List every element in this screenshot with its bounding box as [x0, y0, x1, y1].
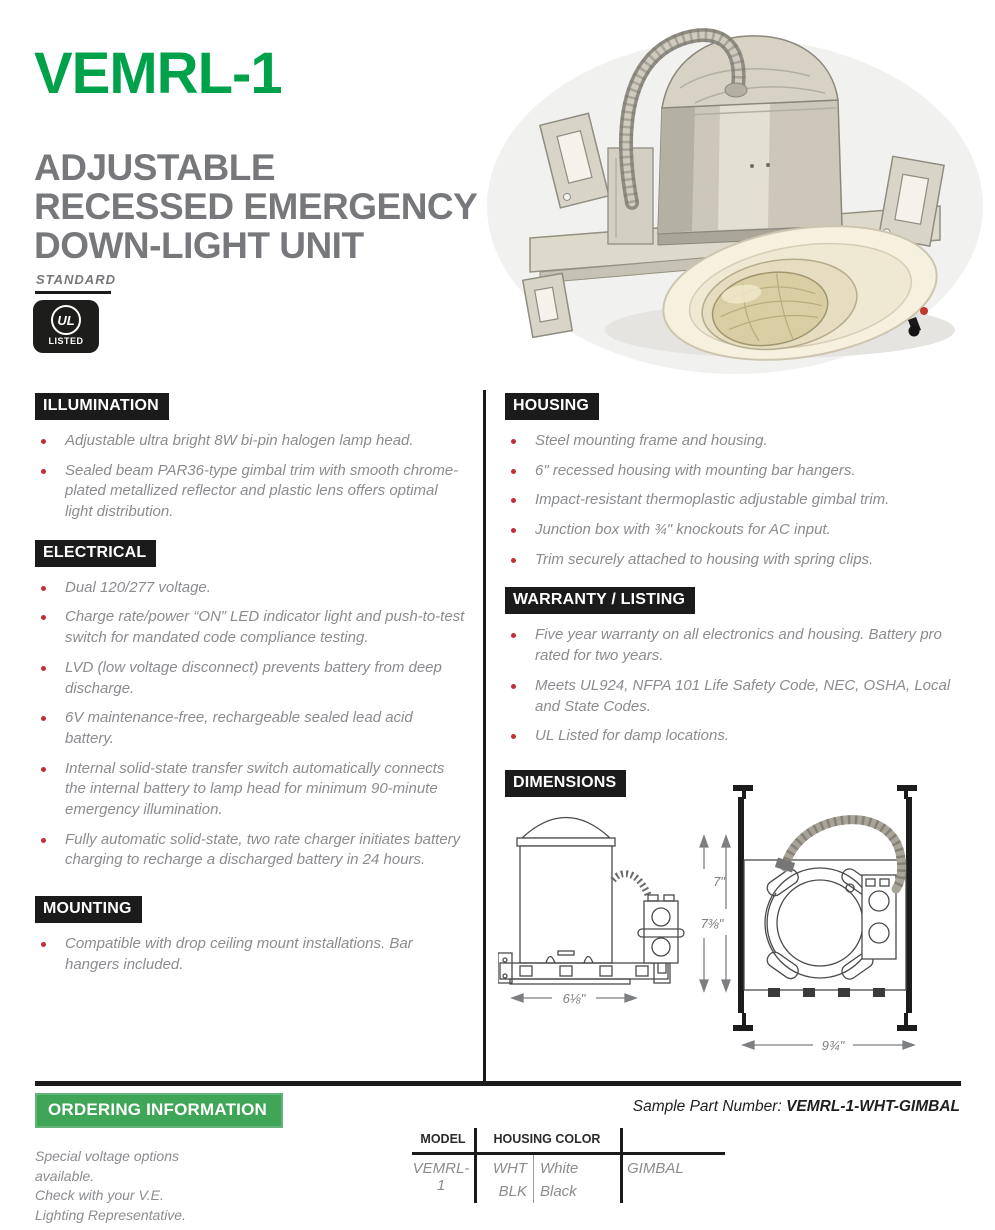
section-housing [505, 393, 960, 570]
ordering-note [35, 1147, 265, 1225]
section-illumination [35, 393, 465, 523]
bullet-item: Compatible with drop ceiling mount installations. Bar hangers included. [35, 934, 465, 975]
bullet-item: Dual 120/277 voltage. [35, 578, 465, 599]
bullet-item: Impact-resistant thermoplastic adjustable gimbal trim. [505, 490, 960, 511]
bullet-item: Junction box with ¾" knockouts for AC input. [505, 520, 960, 541]
electrical-bullets [35, 578, 465, 871]
ul-listed-label: LISTED [48, 336, 84, 346]
subtitle-rule [35, 291, 111, 294]
ordering-table [412, 1128, 962, 1206]
plan-view-drawing [733, 785, 917, 1031]
table-header-rule [412, 1152, 725, 1155]
dim-height-overall: 7⅜" [700, 916, 724, 931]
bullet-item: Adjustable ultra bright 8W bi-pin halogen lamp head. [35, 431, 465, 452]
section-header-warranty: WARRANTY / LISTING [505, 587, 695, 614]
page-title: VEMRL-1 [34, 41, 282, 106]
bullet-item: 6" recessed housing with mounting bar hangers. [505, 461, 960, 482]
table-thin-divider [533, 1155, 534, 1203]
section-header-ordering: ORDERING INFORMATION [35, 1093, 283, 1128]
bullet-item: Internal solid-state transfer switch automatically connects the internal battery to lamp head for minimum 90-minute emergency illumination. [35, 759, 465, 821]
housing-bullets [505, 431, 960, 570]
bullet-item: Sealed beam PAR36-type gimbal trim with smooth chrome-plated metallized reflector and plastic lens offers optimal light distribution. [35, 461, 465, 523]
bullet-item: Charge rate/power “ON” LED indicator light and push-to-test switch for mandated code compliance testing. [35, 607, 465, 648]
sample-part-value: VEMRL-1-WHT-GIMBAL [786, 1098, 960, 1115]
section-header-illumination: ILLUMINATION [35, 393, 169, 420]
title-line-2: RECESSED EMERGENCY [34, 186, 478, 227]
bullet-item: 6V maintenance-free, rechargeable sealed lead acid battery. [35, 708, 465, 749]
note-line: Check with your V.E. [35, 1187, 164, 1204]
table-cell-color-code: BLK [498, 1183, 527, 1200]
ul-listed-badge [33, 300, 99, 353]
left-column [35, 393, 465, 992]
table-cell-color-name: Black [540, 1183, 577, 1200]
table-divider [620, 1128, 623, 1203]
bullet-item: Five year warranty on all electronics and housing. Battery pro rated for two years. [505, 625, 960, 666]
table-cell-color-code: WHT [492, 1160, 527, 1177]
sample-part-label: Sample Part Number: [632, 1098, 787, 1115]
section-warranty [505, 587, 960, 746]
bullet-item: Meets UL924, NFPA 101 Life Safety Code, NEC, OSHA, Local and State Codes. [505, 676, 960, 717]
section-header-electrical: ELECTRICAL [35, 540, 156, 567]
dim-width-plan: 9¾" [821, 1038, 845, 1053]
mounting-bullets [35, 934, 465, 975]
dimensions-drawing [498, 783, 973, 1083]
table-cell-model: VEMRL-1 [412, 1160, 470, 1194]
column-divider [483, 390, 486, 1083]
dim-height-can: 7" [713, 874, 725, 889]
illumination-bullets [35, 431, 465, 523]
side-view-drawing [498, 818, 684, 985]
note-line: Special voltage options [35, 1148, 179, 1164]
table-cell-color-name: White [540, 1160, 579, 1177]
dim-width-side: 6⅛" [562, 991, 586, 1006]
right-column [505, 393, 960, 814]
section-mounting [35, 896, 465, 975]
product-photo [480, 8, 990, 378]
bullet-item: LVD (low voltage disconnect) prevents battery from deep discharge. [35, 658, 465, 699]
table-header-housing-color: HOUSING COLOR [493, 1132, 601, 1146]
standard-label: STANDARD [36, 272, 116, 287]
title-line-3: DOWN-LIGHT UNIT [34, 225, 364, 266]
bullet-item: Steel mounting frame and housing. [505, 431, 960, 452]
sample-part-number [560, 1098, 960, 1116]
warranty-bullets [505, 625, 960, 746]
ul-logo-icon: UL [51, 305, 81, 335]
table-cell-option: GIMBAL [627, 1160, 684, 1177]
bullet-item: UL Listed for damp locations. [505, 726, 960, 747]
note-line: available. [35, 1167, 95, 1184]
table-header-model: MODEL [420, 1132, 466, 1146]
bullet-item: Trim securely attached to housing with spring clips. [505, 550, 960, 571]
title-line-1: ADJUSTABLE [34, 147, 275, 188]
section-header-mounting: MOUNTING [35, 896, 142, 923]
bullet-item: Fully automatic solid-state, two rate charger initiates battery charging to recharge a discharged battery in 24 hours. [35, 830, 465, 871]
section-electrical [35, 540, 465, 871]
section-header-housing: HOUSING [505, 393, 599, 420]
note-line: Lighting Representative. [35, 1206, 186, 1223]
section-header-dimensions: DIMENSIONS [505, 770, 626, 797]
